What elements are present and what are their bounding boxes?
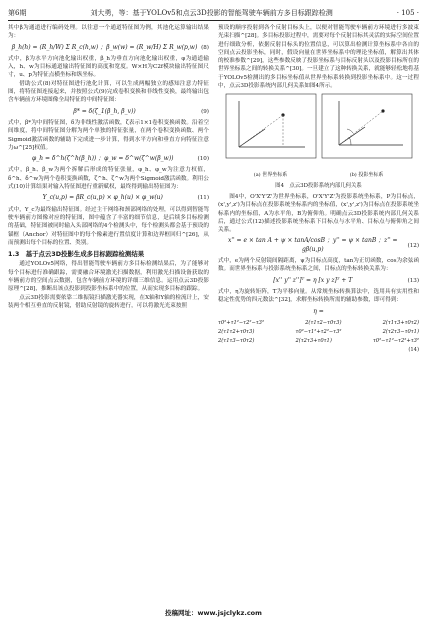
matrix-cell: τ0²−τ1²−τ2²+τ3²: [372, 337, 419, 344]
section-heading: 1.3 基于点云3D投影生成多目标跟踪检测结果: [8, 250, 145, 259]
matrix-cell: τ0²−τ1²+τ2²−τ3²: [295, 328, 342, 335]
figure-4a: [225, 93, 317, 179]
paragraph: 点云3D投影需要依靠二维振镜扫描激光器实现，在X轴和Y轴的检流计上，安装两个相互垂直的反射镜，借助反射镜的旋转进行，可以将激光光束按照: [8, 294, 209, 309]
equation-body: x'' = e × tan A + ψ × tanA/cosB ；y'' = ψ × tanB ；z'' = gβ(u,p): [227, 237, 398, 253]
matrix-cell: 2(τ2τ3−τ0τ1): [382, 328, 419, 335]
world-coordinate-diagram: [225, 93, 317, 171]
equation-number: (11): [197, 195, 209, 202]
paragraph: 借助公式(8)对特征图进行池化计算，可以生成两幅独立的感知注意力特征图，将特征图连接起来，并按照公式(9)完成卷积变换和非线性变换，最终输出包含车辆前方环境图像全局特征的中间特征图：: [8, 80, 209, 104]
issue-number: 第6期: [8, 9, 27, 17]
paragraph: 式中，β_h、β_w为两个拆解后形成的特征张量，φ_h、φ_w为注意力权值，δ^h、δ^w为两个卷积变换函数，ζ^h、ζ^w为两个Sigmoid激活函数。利用公式(10)计算结果对输入特征图进行重新赋权，最终得到输出特征图为：: [8, 167, 209, 191]
rotation-matrix: [218, 319, 419, 355]
figure-4b-label: (b) 投影坐标系: [349, 172, 384, 179]
paragraph: 图4中，O'X'Y'Z'为世界坐标系，O'X'Y'Z'为投影系统坐标系，P为目标点，(x',y',z')为目标点在投影系统坐标系内的坐标值，(x',y',z')为目标点在投影系统坐标系内的坐标值，A为水平角，B为俯仰角。明确点云3D投影系统内部几何关系后，通过公式(12)描述投影系统坐标系下目标点与水平角、目标点与俯仰角之间关系。: [218, 193, 419, 234]
submission-url: 投稿网址：www.jsjclykz.com: [165, 609, 262, 617]
equation-body: [x'' y'' z'']ᵀ = η [x y z]ᵀ + T: [273, 276, 353, 284]
matrix-cell: 2(τ1τ2+τ0τ3): [218, 328, 255, 335]
equation-number: (12): [407, 242, 419, 249]
equation-13: [218, 277, 419, 285]
left-column: [8, 24, 209, 601]
equation-number: (13): [407, 277, 419, 284]
equation-body: Y_c(u,p) = βR_c(u,p) × φ_h(u) × φ_w(u): [42, 194, 163, 202]
equation-number: (14): [408, 346, 419, 353]
equation-12: [218, 237, 419, 254]
equation-number: (10): [197, 156, 209, 163]
matrix-row: [218, 328, 419, 337]
right-column: [218, 24, 419, 601]
figure-caption: 图4 点云3D投影系统内部几何关系: [275, 182, 362, 189]
matrix-cell: 2(τ2τ3+τ0τ1): [295, 337, 332, 344]
matrix-cell: τ0²+τ1²−τ2²−τ3²: [218, 319, 265, 326]
paragraph: 式中，Y_c为最终输出特征图。经过主干网络和颈部网络的处理，可以得到智能驾驶车辆前方图像对应的特征图，图中蕴含了丰富的细节信息，是后续多目标检测的基础，特征图被同时输入头部网络的4个检测头中，每个检测头都会基于预设的锚框（Anchor）对特征图中的每个像素进行置信度计算和边界框回归^[26]，从而预测出每个目标的位置、类别。: [8, 206, 209, 246]
figure-4a-label: (a) 世界坐标系: [253, 172, 288, 179]
matrix-row: [218, 319, 419, 328]
equation-9: [8, 108, 209, 116]
equation-number: (8): [201, 44, 209, 51]
paragraph: 式中，e为两个反射镜间隔距离，ψ为目标点高度，tan为正切函数，cos为余弦函数。而世界坐标系与投影系统坐标系之间，目标点的坐标转换关系为：: [218, 258, 419, 273]
projection-coordinate-diagram: [321, 93, 413, 171]
equation-8: [8, 44, 209, 52]
matrix-cell: 2(τ1τ3+τ0τ2): [382, 319, 419, 326]
matrix-cell: 2(τ1τ2−τ0τ3): [305, 319, 342, 326]
equation-11: [8, 194, 209, 202]
equation-body: β* = δ(ζ_1(β_h, β_v)): [73, 107, 136, 115]
paragraph: 式中，η为旋转矩阵，T为平移向量。从常规坐标转换算法中，选用具有实用性和稳定性优势的四元数法^[32]，求解坐标转换所需的辅助参数，即可得到：: [218, 288, 419, 304]
paragraph: 预设的顺序投射到各个反射目标头上，以便对智能驾驶车辆前方环境进行多波束光束扫描^[28]。多目标投影过程中，需要对每个反射目标其灵活的实际空间位置进行细致分析，依据反射目标头的位置信息，可以算出检测计算坐标系中各自的空间点云投影坐标，同时，假设向量在世界坐标系中的理论坐标值，解算出其体的校准参数^[29]，这些参数反映了投影坐标系与目标反射头以及投影目标所在的世界坐标系之间的转换关系^[30]。一旦建立了这种转换关系，就能够轻松地将基于YOLOv5检测出的多目标坐标值从世界坐标系转换到投影坐标系中。这一过程中，点云3D投影系统内部几何关系如图4所示。: [218, 25, 419, 90]
equation-body: β_h(h) = (R_h/W) Σ R_c(h,w) ；β_w(w) = (R_w/H) Σ R_w(p,w): [11, 43, 198, 51]
figure-4b: [321, 93, 413, 179]
matrix-cell: 2(τ1τ3−τ0τ2): [218, 337, 255, 344]
equation-14-head: [218, 308, 419, 316]
figure-4: [218, 93, 419, 179]
running-head: [8, 6, 419, 21]
running-title: 刘大勇，等：基于YOLOv5和点云3D投影的智能驾驶车辆前方多目标跟踪检测: [90, 9, 333, 17]
equation-number: (9): [201, 108, 209, 115]
page-number: · 105 ·: [396, 9, 419, 17]
matrix-row: [218, 337, 419, 346]
equation-body: η =: [313, 307, 324, 315]
paragraph: 式中，β*为中间特征图，δ为非线性激活函数，ζ表示1×1卷积变换函数。沿着空间维度，将中间特征图分解为两个单独的特征张量，在两个卷积变换函数、两个Sigmoid激活函数的辅助下完成进一步计算，得到水平方向和垂直方向特征注意力ω^[25]权值。: [8, 119, 209, 151]
paragraph: 通过YOLOv5网络，得出智能驾驶车辆前方多目标检测结果后，为了能够对每个目标进行准确跟踪，需要融合环境激光扫描数据，利用激光扫描设备获取的车辆前方的空间点云数据，包含车辆前方环境的详细三维信息。运用点云3D投影原理^[28]，推断出该点投影到投影坐标系中的位置，从而实现多目标的跟踪。: [8, 261, 209, 293]
equation-10: [8, 155, 209, 163]
paragraph: 其中β为通道进行编码处理。以往意一个通道特征图为例，其池化运算输出结果为：: [8, 25, 209, 40]
two-column-body: [8, 24, 419, 601]
paragraph: 式中，β为水平方向池化输出权重，β_h为垂直方向池化输出权重，φ为通道输入，h、w为目标通道输出特征图的高度和宽度。W×H为C2f模块输出特征图尺寸，u、p为特征点横坐标和纵坐标。: [8, 55, 209, 79]
equation-body: φ_h = δ^h(ζ^h(β_h)) ；φ_w = δ^w(ζ^w(β_w)): [32, 155, 174, 163]
